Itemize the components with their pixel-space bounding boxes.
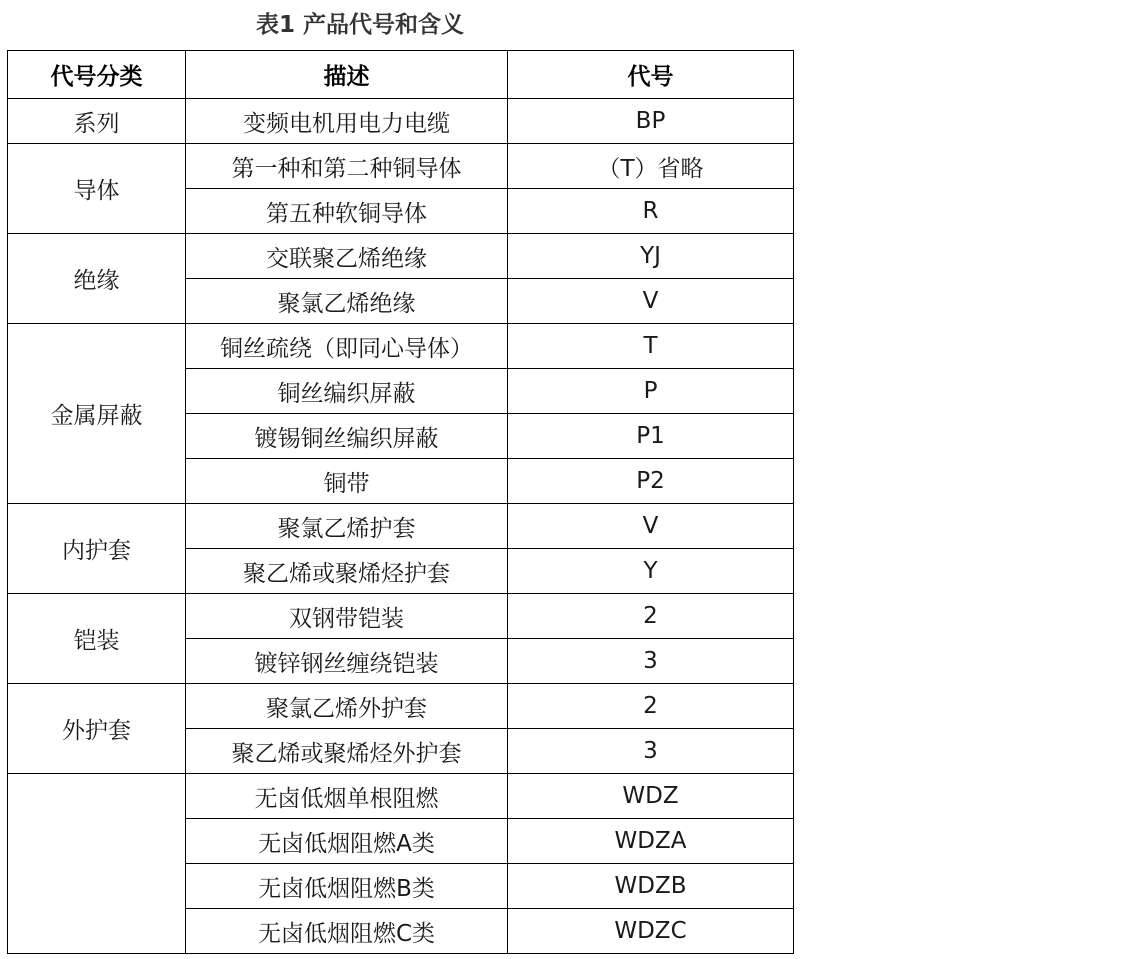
description-cell: 铜丝编织屏蔽 xyxy=(186,369,508,414)
description-cell: 第一种和第二种铜导体 xyxy=(186,144,508,189)
code-cell: WDZB xyxy=(508,864,794,909)
code-cell: V xyxy=(508,279,794,324)
table-row xyxy=(8,774,794,819)
table-row xyxy=(8,99,794,144)
code-cell: WDZ xyxy=(508,774,794,819)
table-row xyxy=(8,144,794,189)
code-cell: 3 xyxy=(508,729,794,774)
code-cell: V xyxy=(508,504,794,549)
description-cell: 变频电机用电力电缆 xyxy=(186,99,508,144)
category-cell: 绝缘 xyxy=(8,234,186,324)
description-cell: 无卤低烟单根阻燃 xyxy=(186,774,508,819)
description-cell: 聚乙烯或聚烯烃护套 xyxy=(186,549,508,594)
description-cell: 聚氯乙烯绝缘 xyxy=(186,279,508,324)
table-row xyxy=(8,234,794,279)
code-cell: 3 xyxy=(508,639,794,684)
table-header-row xyxy=(8,51,794,99)
table-body xyxy=(8,99,794,954)
category-cell: 导体 xyxy=(8,144,186,234)
product-code-table xyxy=(7,50,794,954)
table-row xyxy=(8,684,794,729)
description-cell: 铜带 xyxy=(186,459,508,504)
description-cell: 镀锡铜丝编织屏蔽 xyxy=(186,414,508,459)
description-cell: 无卤低烟阻燃A类 xyxy=(186,819,508,864)
table-caption: 表1 产品代号和含义 xyxy=(255,12,464,38)
description-cell: 聚氯乙烯外护套 xyxy=(186,684,508,729)
category-cell: 系列 xyxy=(8,99,186,144)
description-cell: 无卤低烟阻燃C类 xyxy=(186,909,508,954)
description-cell: 聚乙烯或聚烯烃外护套 xyxy=(186,729,508,774)
header-description: 描述 xyxy=(186,51,508,99)
code-cell: （T）省略 xyxy=(508,144,794,189)
description-cell: 铜丝疏绕（即同心导体） xyxy=(186,324,508,369)
description-cell: 第五种软铜导体 xyxy=(186,189,508,234)
code-cell: YJ xyxy=(508,234,794,279)
code-cell: P xyxy=(508,369,794,414)
code-cell: WDZA xyxy=(508,819,794,864)
code-cell: Y xyxy=(508,549,794,594)
code-cell: P2 xyxy=(508,459,794,504)
code-cell: 2 xyxy=(508,594,794,639)
description-cell: 无卤低烟阻燃B类 xyxy=(186,864,508,909)
code-cell: 2 xyxy=(508,684,794,729)
code-cell: T xyxy=(508,324,794,369)
code-cell: WDZC xyxy=(508,909,794,954)
description-cell: 双钢带铠装 xyxy=(186,594,508,639)
description-cell: 交联聚乙烯绝缘 xyxy=(186,234,508,279)
code-cell: BP xyxy=(508,99,794,144)
table-row xyxy=(8,594,794,639)
category-cell: 铠装 xyxy=(8,594,186,684)
category-cell: 内护套 xyxy=(8,504,186,594)
description-cell: 聚氯乙烯护套 xyxy=(186,504,508,549)
category-cell: 外护套 xyxy=(8,684,186,774)
table-row xyxy=(8,324,794,369)
category-cell: 金属屏蔽 xyxy=(8,324,186,504)
header-code: 代号 xyxy=(508,51,794,99)
code-cell: P1 xyxy=(508,414,794,459)
description-cell: 镀锌钢丝缠绕铠装 xyxy=(186,639,508,684)
header-category: 代号分类 xyxy=(8,51,186,99)
category-cell xyxy=(8,774,186,954)
code-cell: R xyxy=(508,189,794,234)
table-row xyxy=(8,504,794,549)
